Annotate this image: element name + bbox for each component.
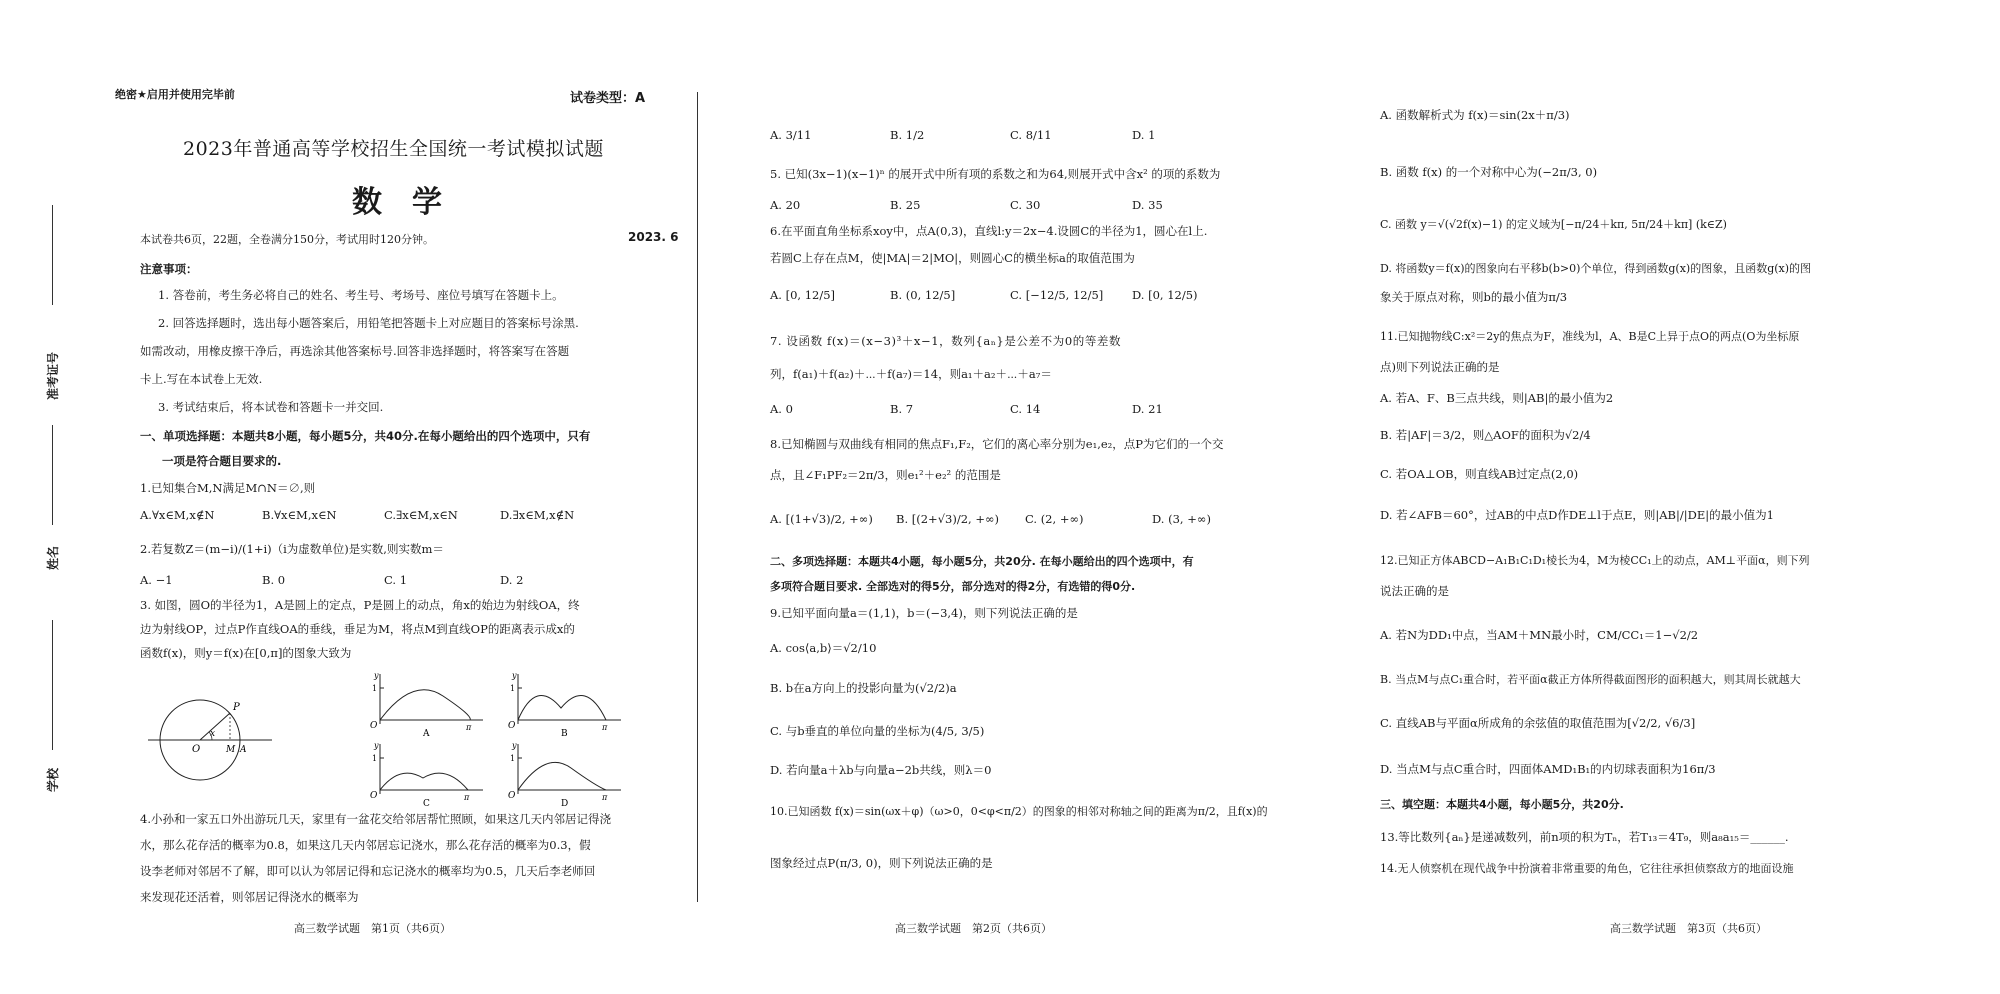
q8-option-a: A. [(1+√3)/2, +∞) bbox=[770, 512, 873, 526]
svg-text:C: C bbox=[423, 799, 430, 808]
exam-info: 本试卷共6页，22题，全卷满分150分，考试用时120分钟。 bbox=[140, 233, 434, 246]
q3-graph-c bbox=[368, 738, 488, 808]
paper-type: 试卷类型：A bbox=[570, 91, 646, 106]
svg-text:y: y bbox=[512, 741, 517, 750]
q7-option-c: C. 14 bbox=[1010, 402, 1041, 416]
svg-text:D: D bbox=[561, 799, 569, 808]
svg-text:A: A bbox=[423, 729, 430, 738]
question-3-cont: 函数f(x)，则y＝f(x)在[0,π]的图象大致为 bbox=[140, 646, 352, 660]
question-4-cont: 水，那么花存活的概率为0.8，如果这几天内邻居忘记浇水，那么花存活的概率为0.3，假 bbox=[140, 838, 591, 852]
q10-option-b: B. 函数 f(x) 的一个对称中心为(−2π/3, 0) bbox=[1380, 165, 1598, 179]
q12-option-c: C. 直线AB与平面α所成角的余弦值的取值范围为[√2/2, √6/3] bbox=[1380, 716, 1696, 730]
q11-option-c: C. 若OA⊥OB，则直线AB过定点(2,0) bbox=[1380, 467, 1579, 481]
q4-option-c: C. 8/11 bbox=[1010, 128, 1052, 142]
subject-title: 数 学 bbox=[352, 185, 442, 220]
page-2-footer: 高三数学试题 第2页（共6页） bbox=[895, 922, 1052, 935]
question-2: 2.若复数Z＝(m−i)/(1+i)（i为虚数单位)是实数,则实数m＝ bbox=[140, 542, 444, 556]
exam-date: 2023. 6 bbox=[628, 230, 679, 244]
margin-line bbox=[52, 205, 53, 305]
section-3-heading: 三、填空题：本题共4小题，每小题5分，共20分. bbox=[1380, 798, 1624, 811]
question-3-cont: 边为射线OP，过点P作直线OA的垂线，垂足为M，将点M到直线OP的距离表示成x的 bbox=[140, 622, 575, 636]
svg-text:y: y bbox=[374, 671, 379, 680]
q4-option-a: A. 3/11 bbox=[770, 128, 812, 142]
svg-text:π: π bbox=[602, 793, 608, 802]
question-10: 10.已知函数 f(x)＝sin(ωx＋φ)（ω>0，0<φ<π/2）的图象的相邻对称轴之间的距离为π/2，且f(x)的 bbox=[770, 805, 1268, 818]
label-O: O bbox=[192, 744, 201, 755]
page-1-footer: 高三数学试题 第1页（共6页） bbox=[294, 922, 451, 935]
svg-text:1: 1 bbox=[510, 684, 516, 693]
label-x: x bbox=[210, 729, 216, 739]
q11-option-a: A. 若A、F、B三点共线，则|AB|的最小值为2 bbox=[1380, 391, 1614, 405]
q3-circle-figure bbox=[140, 668, 290, 788]
question-9: 9.已知平面向量a＝(1,1)，b＝(−3,4)，则下列说法正确的是 bbox=[770, 606, 1078, 620]
section-1-heading-cont: 一项是符合题目要求的. bbox=[162, 454, 282, 468]
question-7: 7. 设函数 f(x)＝(x−3)³＋x−1，数列{aₙ}是公差不为0的等差数 bbox=[770, 334, 1122, 348]
q9-option-b: B. b在a方向上的投影向量为(√2/2)a bbox=[770, 681, 957, 695]
question-6-cont: 若圆C上存在点M，使|MA|＝2|MO|，则圆心C的横坐标a的取值范围为 bbox=[770, 251, 1135, 265]
exam-title: 2023年普通高等学校招生全国统一考试模拟试题 bbox=[183, 138, 604, 160]
note-line: 3. 考试结束后，将本试卷和答题卡一并交回. bbox=[158, 400, 384, 414]
svg-text:1: 1 bbox=[372, 684, 378, 693]
svg-text:y: y bbox=[374, 741, 379, 750]
margin-school-label: 学校 bbox=[46, 767, 60, 792]
note-line: 1. 答卷前，考生务必将自己的姓名、考生号、考场号、座位号填写在答题卡上。 bbox=[158, 288, 564, 302]
section-1-heading: 一、单项选择题：本题共8小题，每小题5分，共40分.在每小题给出的四个选项中，只有 bbox=[140, 429, 591, 443]
q9-option-a: A. cos⟨a,b⟩＝√2/10 bbox=[770, 641, 877, 655]
q1-option-b: B.∀x∈M,x∈N bbox=[262, 508, 337, 522]
page-3-footer: 高三数学试题 第3页（共6页） bbox=[1610, 922, 1767, 935]
q11-option-b: B. 若|AF|＝3/2，则△AOF的面积为√2/4 bbox=[1380, 428, 1591, 442]
question-4-cont: 来发现花还活着，则邻居记得浇水的概率为 bbox=[140, 890, 359, 904]
svg-text:π: π bbox=[466, 723, 472, 732]
question-8-cont: 点，且∠F₁PF₂＝2π/3，则e₁²＋e₂² 的范围是 bbox=[770, 468, 1001, 482]
q8-option-b: B. [(2+√3)/2, +∞) bbox=[896, 512, 1000, 526]
q5-option-d: D. 35 bbox=[1132, 198, 1163, 212]
page-2 bbox=[720, 0, 1380, 994]
q5-option-a: A. 20 bbox=[770, 198, 801, 212]
note-line: 卡上.写在本试卷上无效. bbox=[140, 372, 263, 386]
q9-option-d: D. 若向量a＋λb与向量a−2b共线，则λ＝0 bbox=[770, 763, 992, 777]
question-13: 13.等比数列{aₙ}是递减数列，前n项的积为Tₙ，若T₁₃＝4T₉，则a₈a₁₅＝______. bbox=[1380, 830, 1789, 844]
question-12-cont: 说法正确的是 bbox=[1380, 584, 1449, 598]
q12-option-a: A. 若N为DD₁中点，当AM＋MN最小时，CM/CC₁＝1−√2/2 bbox=[1380, 628, 1699, 642]
svg-text:1: 1 bbox=[510, 754, 516, 763]
margin-line bbox=[52, 425, 53, 525]
question-10-cont: 图象经过点P(π/3, 0)，则下列说法正确的是 bbox=[770, 856, 993, 870]
notes-title: 注意事项： bbox=[140, 262, 198, 276]
question-4: 4.小孙和一家五口外出游玩几天，家里有一盆花交给邻居帮忙照顾，如果这几天内邻居记得浇 bbox=[140, 812, 611, 826]
q4-option-d: D. 1 bbox=[1132, 128, 1156, 142]
secret-header: 绝密★启用并使用完毕前 bbox=[115, 88, 235, 101]
q12-option-d: D. 当点M与点C重合时，四面体AMD₁B₁的内切球表面积为16π/3 bbox=[1380, 762, 1716, 776]
question-6: 6.在平面直角坐标系xoy中，点A(0,3)，直线l:y＝2x−4.设圆C的半径为1，圆心在l上. bbox=[770, 224, 1208, 238]
q7-option-d: D. 21 bbox=[1132, 402, 1163, 416]
q10-option-c: C. 函数 y＝√(√2f(x)−1) 的定义域为[−π/24＋kπ, 5π/24＋kπ] (k∈Z) bbox=[1380, 218, 1727, 231]
q3-graph-d bbox=[506, 738, 626, 808]
q10-option-a: A. 函数解析式为 f(x)＝sin(2x＋π/3) bbox=[1380, 108, 1570, 122]
q7-option-a: A. 0 bbox=[770, 402, 793, 416]
q6-option-d: D. [0, 12/5) bbox=[1132, 288, 1198, 302]
q6-option-b: B. (0, 12/5] bbox=[890, 288, 956, 302]
page-1 bbox=[0, 0, 700, 994]
label-A: A bbox=[240, 745, 247, 755]
svg-text:y: y bbox=[512, 671, 517, 680]
question-11: 11.已知抛物线C:x²＝2y的焦点为F，准线为l，A、B是C上异于点O的两点(O为坐标原 bbox=[1380, 330, 1800, 343]
page-3 bbox=[1380, 0, 2000, 994]
q10-option-d: D. 将函数y＝f(x)的图象向右平移b(b>0)个单位，得到函数g(x)的图象，且函数g(x)的图 bbox=[1380, 262, 1812, 275]
q5-option-b: B. 25 bbox=[890, 198, 921, 212]
q6-option-c: C. [−12/5, 12/5] bbox=[1010, 288, 1104, 302]
question-3: 3. 如图，圆O的半径为1，A是圆上的定点，P是圆上的动点，角x的始边为射线OA，终 bbox=[140, 598, 580, 612]
svg-text:O: O bbox=[370, 721, 378, 731]
svg-text:1: 1 bbox=[372, 754, 378, 763]
q2-option-c: C. 1 bbox=[384, 573, 408, 587]
q2-option-d: D. 2 bbox=[500, 573, 524, 587]
section-2-heading-cont: 多项符合题目要求. 全部选对的得5分，部分选对的得2分，有选错的得0分. bbox=[770, 580, 1136, 593]
question-14: 14.无人侦察机在现代战争中扮演着非常重要的角色，它往往承担侦察敌方的地面设施 bbox=[1380, 862, 1794, 875]
page-divider bbox=[697, 92, 698, 902]
question-8: 8.已知椭圆与双曲线有相同的焦点F₁,F₂，它们的离心率分别为e₁,e₂，点P为它们的一个交 bbox=[770, 437, 1224, 451]
svg-text:O: O bbox=[508, 721, 516, 731]
label-M: M bbox=[226, 745, 236, 755]
q1-option-d: D.∃x∈M,x∉N bbox=[500, 508, 575, 522]
svg-text:B: B bbox=[561, 729, 568, 738]
q5-option-c: C. 30 bbox=[1010, 198, 1041, 212]
label-P: P bbox=[233, 702, 240, 713]
question-11-cont: 点)则下列说法正确的是 bbox=[1380, 360, 1500, 374]
question-5: 5. 已知(3x−1)(x−1)ⁿ 的展开式中所有项的系数之和为64,则展开式中含x² 的项的系数为 bbox=[770, 167, 1221, 181]
q4-option-b: B. 1/2 bbox=[890, 128, 925, 142]
q1-option-a: A.∀x∈M,x∉N bbox=[140, 508, 215, 522]
svg-text:O: O bbox=[508, 791, 516, 801]
q1-option-c: C.∃x∈M,x∈N bbox=[384, 508, 458, 522]
q9-option-c: C. 与b垂直的单位向量的坐标为(4/5, 3/5) bbox=[770, 724, 985, 738]
question-4-cont: 设李老师对邻居不了解，即可以认为邻居记得和忘记浇水的概率均为0.5，几天后李老师回 bbox=[140, 864, 596, 878]
section-2-heading: 二、多项选择题：本题共4小题，每小题5分，共20分. 在每小题给出的四个选项中，有 bbox=[770, 555, 1194, 568]
q10-option-d-cont: 象关于原点对称，则b的最小值为π/3 bbox=[1380, 290, 1568, 304]
svg-text:O: O bbox=[370, 791, 378, 801]
q2-option-a: A. −1 bbox=[140, 573, 173, 587]
q8-option-c: C. (2, +∞) bbox=[1025, 512, 1084, 526]
q6-option-a: A. [0, 12/5] bbox=[770, 288, 836, 302]
svg-text:π: π bbox=[464, 793, 470, 802]
note-line: 2. 回答选择题时，选出每小题答案后，用铅笔把答题卡上对应题目的答案标号涂黑. bbox=[158, 316, 579, 330]
svg-text:π: π bbox=[602, 723, 608, 732]
q3-graph-b bbox=[506, 668, 626, 738]
question-1: 1.已知集合M,N满足M∩N＝∅,则 bbox=[140, 481, 316, 495]
q12-option-b: B. 当点M与点C₁重合时，若平面α截正方体所得截面图形的面积越大，则其周长就越大 bbox=[1380, 673, 1801, 686]
question-7-cont: 列，f(a₁)＋f(a₂)＋⋯＋f(a₇)＝14，则a₁＋a₂＋⋯＋a₇＝ bbox=[770, 367, 1052, 381]
q3-graph-a bbox=[368, 668, 488, 738]
margin-line bbox=[52, 620, 53, 750]
margin-name-label: 姓名 bbox=[46, 545, 60, 570]
q11-option-d: D. 若∠AFB＝60°，过AB的中点D作DE⊥l于点E，则|AB|/|DE|的最小值为1 bbox=[1380, 508, 1774, 522]
q2-option-b: B. 0 bbox=[262, 573, 286, 587]
note-line: 如需改动，用橡皮擦干净后，再选涂其他答案标号.回答非选择题时，将答案写在答题 bbox=[140, 344, 570, 358]
q7-option-b: B. 7 bbox=[890, 402, 914, 416]
question-12: 12.已知正方体ABCD−A₁B₁C₁D₁棱长为4，M为棱CC₁上的动点，AM⊥平面α，则下列 bbox=[1380, 554, 1810, 567]
margin-exam-id-label: 准考证号 bbox=[46, 351, 60, 400]
q8-option-d: D. (3, +∞) bbox=[1152, 512, 1211, 526]
